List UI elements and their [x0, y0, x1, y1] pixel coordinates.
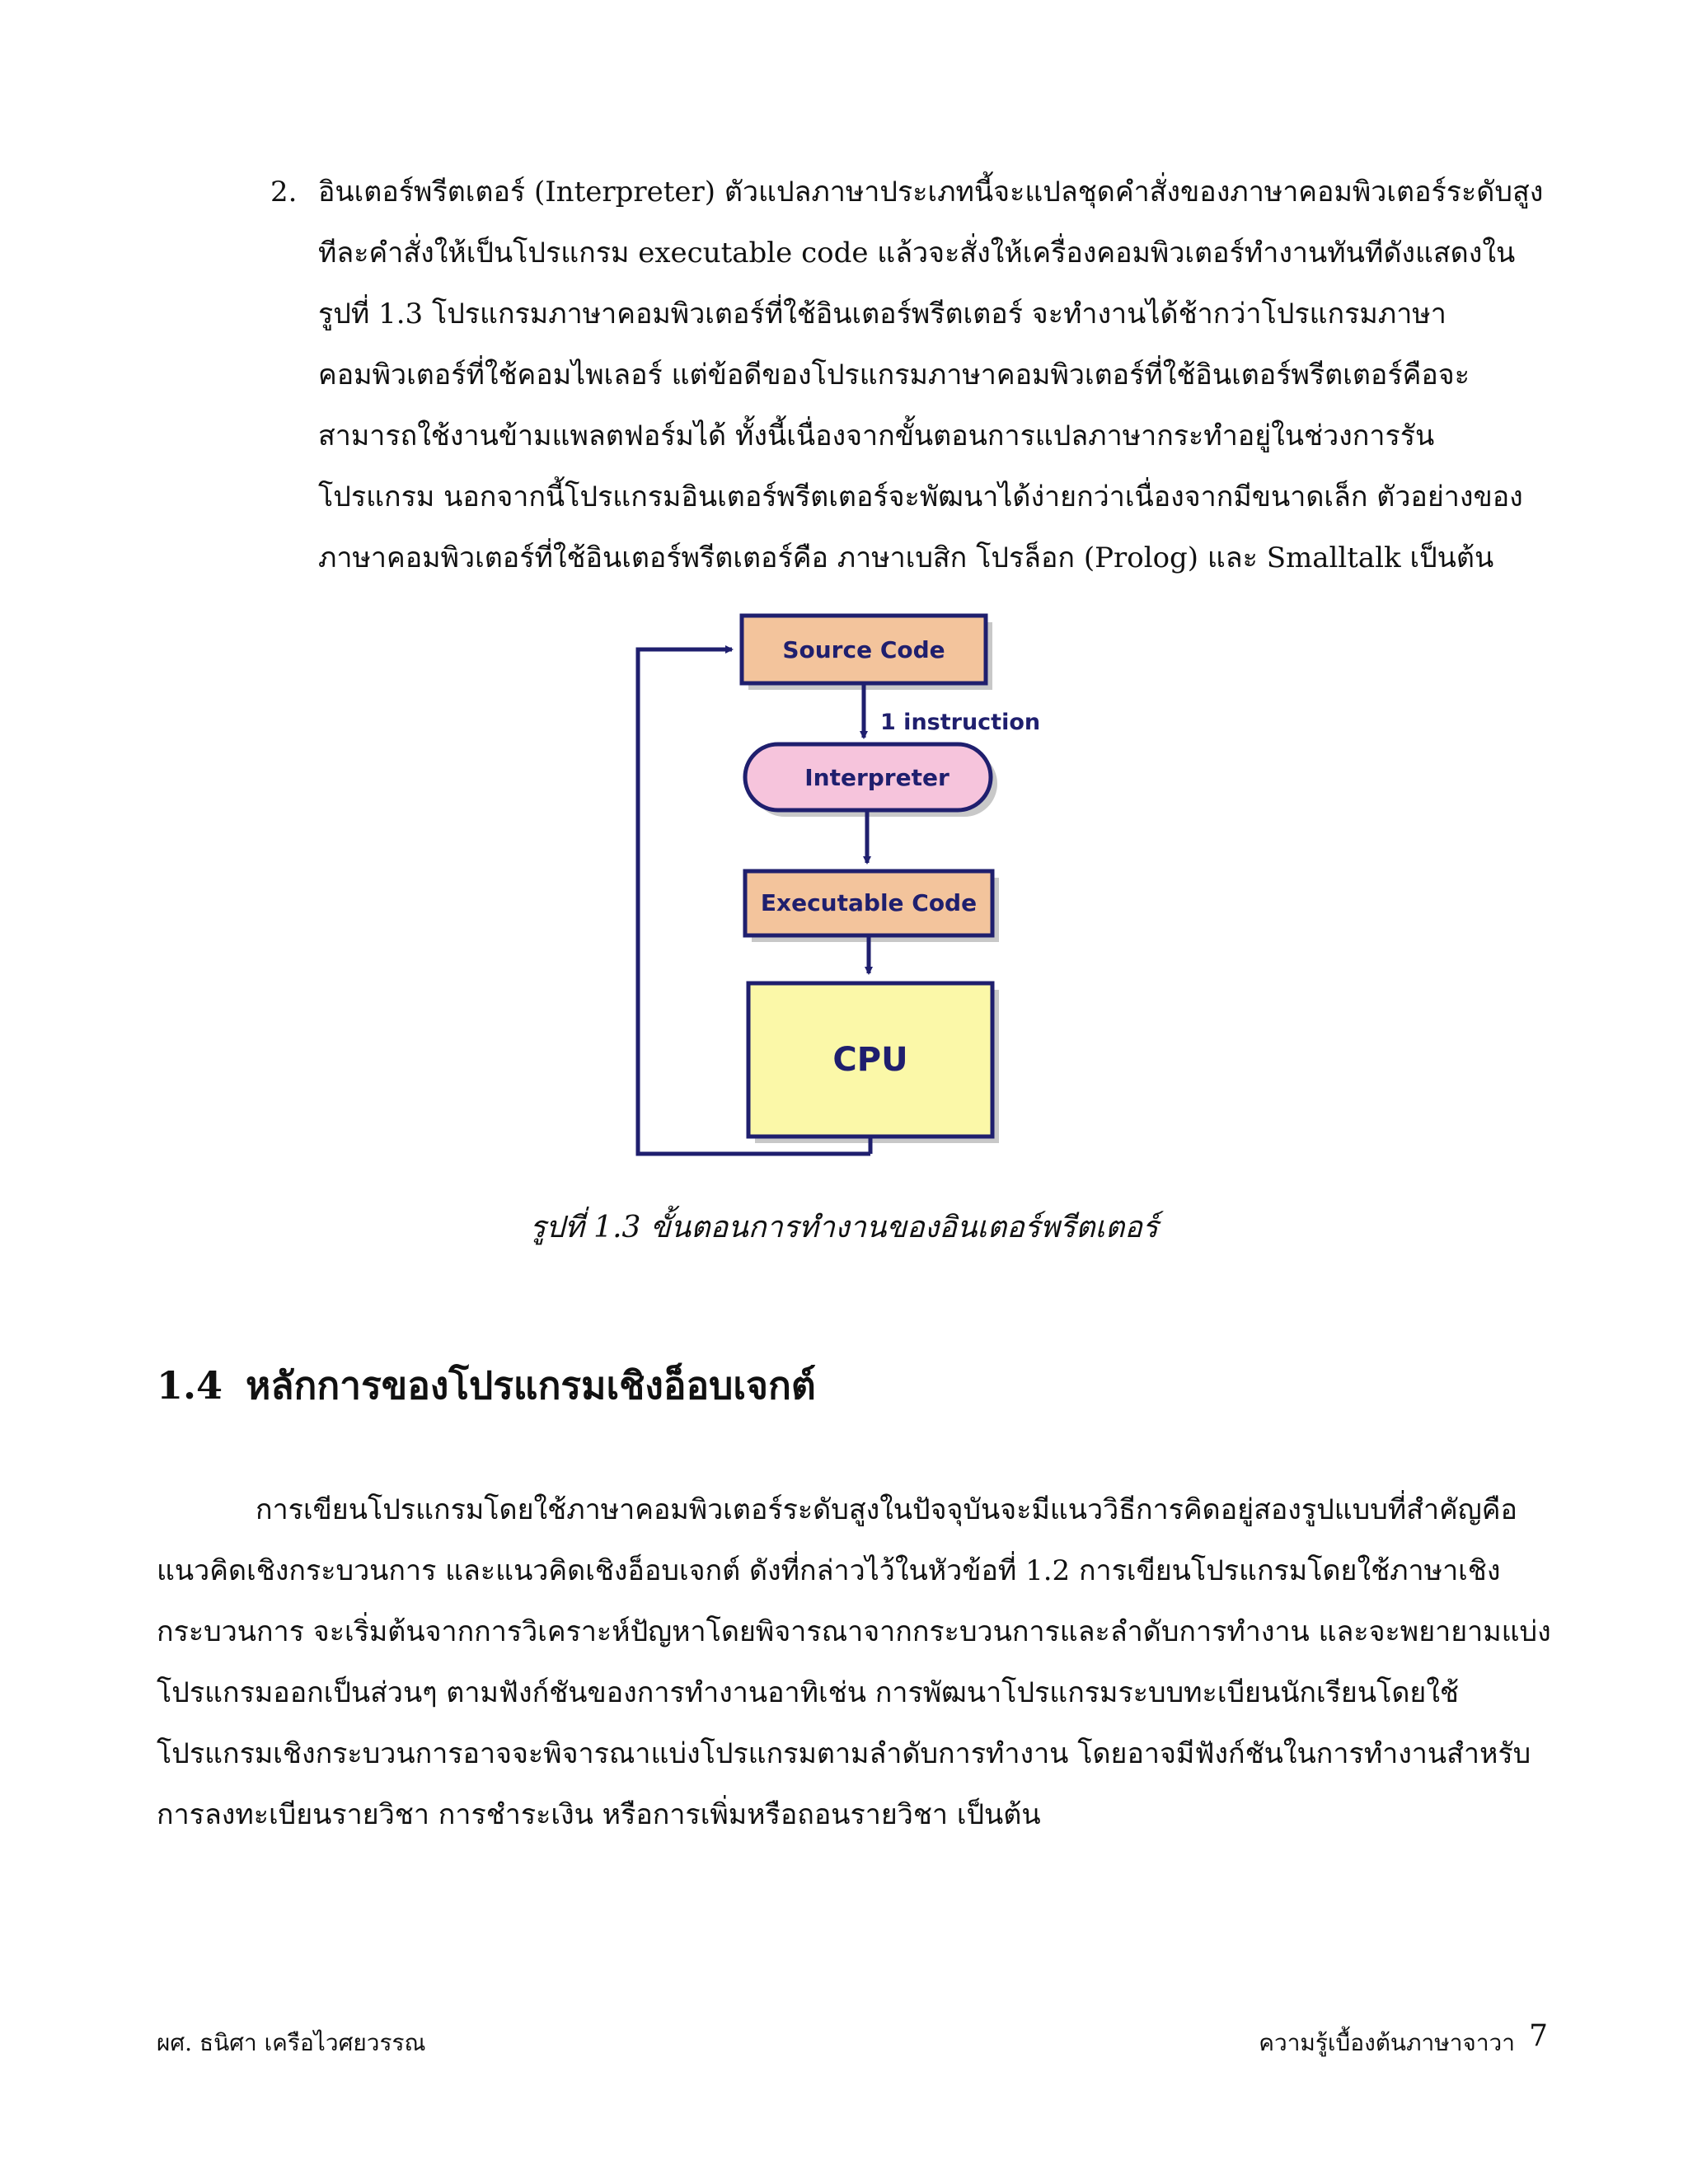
footer-book-title: ความรู้เบื้องต้นภาษาจาวา [1259, 2029, 1515, 2056]
item-line: ทีละคำสั่งให้เป็นโปรแกรม executable code แล้วจะสั่งให้เครื่องคอมพิวเตอร์ทำงานทันทีดังแสดงใน [318, 237, 1516, 269]
interpreter-label: Interpreter [804, 764, 950, 791]
section-number: 1.4 [157, 1363, 223, 1408]
page-number: 7 [1529, 2019, 1548, 2053]
item-line: สามารถใช้งานข้ามแพลตฟอร์มได้ ทั้งนี้เนื่องจากขั้นตอนการแปลภาษากระทำอยู่ในช่วงการรัน [318, 419, 1435, 452]
paragraph-line: โปรแกรมออกเป็นส่วนๆ ตามฟังก์ชันของการทำงานอาทิเช่น การพัฒนาโปรแกรมระบบทะเบียนนักเรียนโดยใช้ [157, 1676, 1460, 1709]
footer-author: ผศ. ธนิศา เครือไวศยวรรณ [157, 2029, 426, 2056]
paragraph-line: กระบวนการ จะเริ่มต้นจากการวิเคราะห์ปัญหาโดยพิจารณาจากกระบวนการและลำดับการทำงาน และจะพยายามแบ่ง [157, 1615, 1551, 1648]
executable-code-label: Executable Code [760, 889, 978, 916]
item-line: ภาษาคอมพิวเตอร์ที่ใช้อินเตอร์พรีตเตอร์คือ ภาษาเบสิก โปรล็อก (Prolog) และ Smalltalk เป็นต้น [318, 541, 1494, 574]
item-line: คอมพิวเตอร์ที่ใช้คอมไพเลอร์ แต่ข้อดีของโปรแกรมภาษาคอมพิวเตอร์ที่ใช้อินเตอร์พรีตเตอร์คือจะ [318, 359, 1470, 391]
item-line: โปรแกรม นอกจากนี้โปรแกรมอินเตอร์พรีตเตอร์จะพัฒนาได้ง่ายกว่าเนื่องจากมีขนาดเล็ก ตัวอย่างของ [318, 480, 1523, 513]
list-item-interpreter [270, 162, 1544, 588]
interpreter-node [745, 744, 997, 817]
paragraph-line: การเขียนโปรแกรมโดยใช้ภาษาคอมพิวเตอร์ระดับสูงในปัจจุบันจะมีแนววิธีการคิดอยู่สองรูปแบบที่สำคัญคือ [256, 1493, 1517, 1526]
paragraph-line: แนวคิดเชิงกระบวนการ และแนวคิดเชิงอ็อบเจกต์ ดังที่กล่าวไว้ในหัวข้อที่ 1.2 การเขียนโปรแกรมโดยใช้ภาษาเชิง [157, 1554, 1501, 1587]
item-line [270, 162, 1544, 223]
interpreter-flow-diagram [626, 606, 1088, 1166]
section-title: หลักการของโปรแกรมเชิงอ็อบเจกต์ [246, 1363, 816, 1408]
paragraph-line: การลงทะเบียนรายวิชา การชำระเงิน หรือการเพิ่มหรือถอนรายวิชา เป็นต้น [157, 1798, 1041, 1831]
cpu-label: CPU [832, 1041, 908, 1079]
instruction-label: 1 instruction [880, 710, 1041, 735]
item-number: 2. [270, 176, 298, 209]
item-line: รูปที่ 1.3 โปรแกรมภาษาคอมพิวเตอร์ที่ใช้อินเตอร์พรีตเตอร์ จะทำงานได้ช้ากว่าโปรแกรมภาษา [318, 298, 1447, 330]
source-code-label: Source Code [782, 636, 945, 663]
section-heading [157, 1356, 816, 1416]
body-paragraph [157, 1479, 1551, 1845]
executable-code-box [745, 871, 999, 942]
item-text: อินเตอร์พรีตเตอร์ (Interpreter) ตัวแปลภาษาประเภทนี้จะแปลชุดคำสั่งของภาษาคอมพิวเตอร์ระดับสูง [318, 176, 1544, 209]
source-code-box [742, 616, 992, 690]
figure-caption: รูปที่ 1.3 ขั้นตอนการทำงานของอินเตอร์พรีตเตอร์ [529, 1211, 1159, 1244]
cpu-box [748, 983, 999, 1143]
paragraph-line: โปรแกรมเชิงกระบวนการอาจจะพิจารณาแบ่งโปรแกรมตามลำดับการทำงาน โดยอาจมีฟังก์ชันในการทำงานสำหรับ [157, 1737, 1531, 1770]
